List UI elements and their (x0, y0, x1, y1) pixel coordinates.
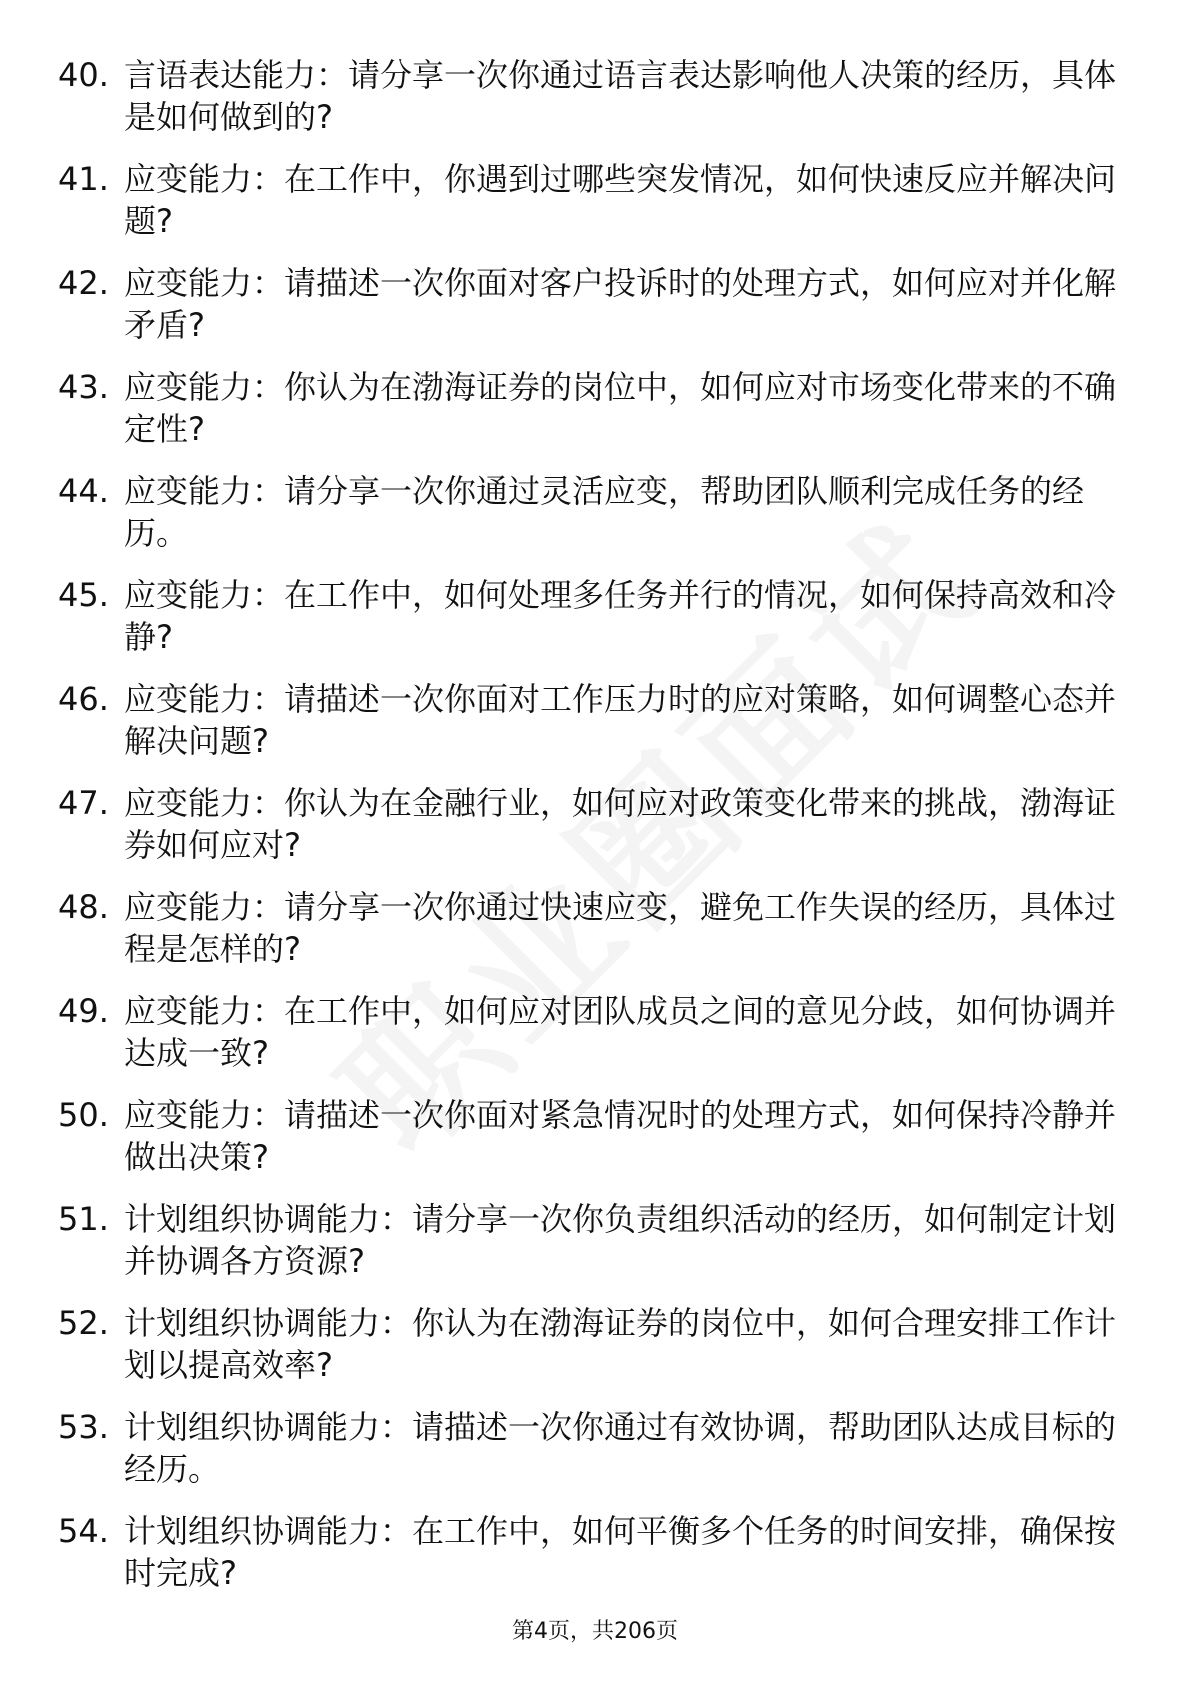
list-item (58, 158, 1130, 262)
question-number: 42. (58, 264, 109, 302)
question-text: 应变能力：请描述一次你面对紧急情况时的处理方式，如何保持冷静并做出决策? (124, 1096, 1117, 1176)
question-text: 应变能力：你认为在渤海证券的岗位中，如何应对市场变化带来的不确定性? (124, 368, 1117, 448)
question-text: 应变能力：在工作中，如何应对团队成员之间的意见分歧，如何协调并达成一致? (124, 992, 1117, 1072)
list-item (58, 1510, 1130, 1614)
list-item (58, 782, 1130, 886)
question-text: 应变能力：请描述一次你面对工作压力时的应对策略，如何调整心态并解决问题? (124, 680, 1117, 760)
question-number: 50. (58, 1096, 109, 1134)
list-item (58, 366, 1130, 470)
question-number: 52. (58, 1304, 109, 1342)
list-item (58, 1198, 1130, 1302)
question-text: 应变能力：请分享一次你通过快速应变，避免工作失误的经历，具体过程是怎样的? (124, 888, 1117, 968)
list-item (58, 1302, 1130, 1406)
question-number: 54. (58, 1512, 109, 1550)
question-text: 应变能力：请分享一次你通过灵活应变，帮助团队顺利完成任务的经历。 (124, 472, 1085, 552)
question-number: 53. (58, 1408, 109, 1446)
question-number: 41. (58, 160, 109, 198)
question-number: 51. (58, 1200, 109, 1238)
question-text: 计划组织协调能力：在工作中，如何平衡多个任务的时间安排，确保按时完成? (124, 1512, 1117, 1592)
question-text: 言语表达能力：请分享一次你通过语言表达影响他人决策的经历，具体是如何做到的? (124, 56, 1117, 136)
question-text: 计划组织协调能力：请分享一次你负责组织活动的经历，如何制定计划并协调各方资源? (124, 1200, 1117, 1280)
page-footer: 第4页，共206页 (512, 1619, 678, 1644)
list-item (58, 990, 1130, 1094)
list-item (58, 1094, 1130, 1198)
question-text: 应变能力：你认为在金融行业，如何应对政策变化带来的挑战，渤海证券如何应对? (124, 784, 1117, 864)
question-text: 应变能力：在工作中，你遇到过哪些突发情况，如何快速反应并解决问题? (124, 160, 1117, 240)
list-item (58, 1406, 1130, 1510)
list-item (58, 678, 1130, 782)
question-number: 44. (58, 472, 109, 510)
list-item (58, 574, 1130, 678)
list-item (58, 886, 1130, 990)
list-item (58, 470, 1130, 574)
question-text: 计划组织协调能力：请描述一次你通过有效协调，帮助团队达成目标的经历。 (124, 1408, 1117, 1488)
question-list (58, 54, 1130, 1614)
list-item (58, 262, 1130, 366)
question-text: 应变能力：在工作中，如何处理多任务并行的情况，如何保持高效和冷静? (124, 576, 1117, 656)
question-number: 47. (58, 784, 109, 822)
question-number: 45. (58, 576, 109, 614)
question-number: 46. (58, 680, 109, 718)
question-text: 计划组织协调能力：你认为在渤海证券的岗位中，如何合理安排工作计划以提高效率? (124, 1304, 1117, 1384)
question-number: 48. (58, 888, 109, 926)
question-number: 40. (58, 56, 109, 94)
question-text: 应变能力：请描述一次你面对客户投诉时的处理方式，如何应对并化解矛盾? (124, 264, 1117, 344)
list-item (58, 54, 1130, 158)
question-number: 49. (58, 992, 109, 1030)
question-number: 43. (58, 368, 109, 406)
